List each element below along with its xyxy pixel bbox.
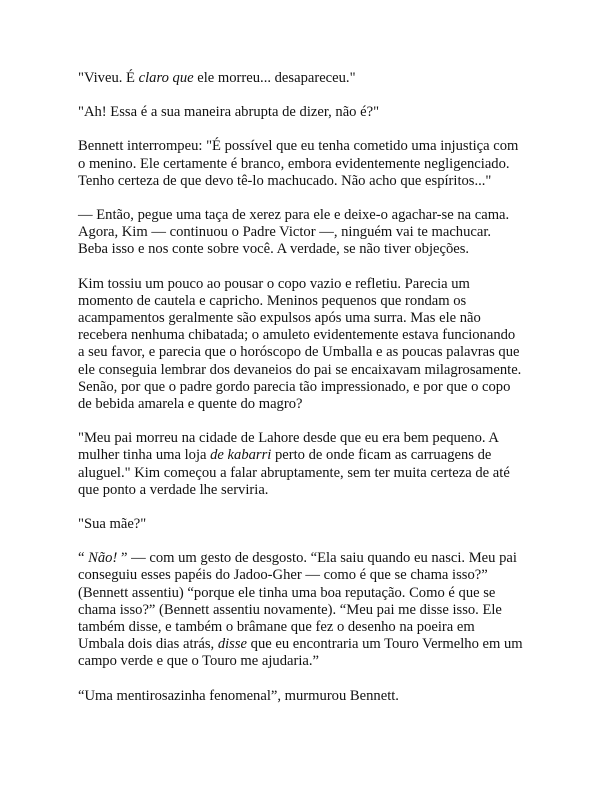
- paragraph: [78, 516, 536, 533]
- text-run: ele conseguia lembrar dos devaneios do pai se encaixavam milagrosamente.: [78, 361, 522, 378]
- text-line: [78, 276, 536, 293]
- text-line: [78, 567, 536, 584]
- text-line: [78, 688, 536, 705]
- paragraph: [78, 430, 536, 499]
- text-run: aluguel." Kim começou a falar abruptamente, sem ter muita certeza de até: [78, 464, 510, 481]
- text-line: [78, 362, 536, 379]
- text-line: [78, 310, 536, 327]
- text-line: [78, 430, 536, 447]
- text-run: “Uma mentirosazinha fenomenal”, murmurou Bennett.: [78, 687, 399, 704]
- text-run: que ponto a verdade lhe serviria.: [78, 481, 269, 498]
- text-run: conseguiu esses papéis do Jadoo-Gher — como é que se chama isso?”: [78, 567, 488, 584]
- text-run: Beba isso e nos conte sobre você. A verdade, se não tiver objeções.: [78, 241, 470, 258]
- text-line: [78, 636, 536, 653]
- text-run: “: [78, 550, 89, 567]
- text-line: [78, 396, 536, 413]
- text-run: acampamentos geralmente são expulsos após uma surra. Mas ele não: [78, 310, 481, 327]
- text-line: [78, 379, 536, 396]
- text-line: [78, 70, 536, 87]
- text-run: Senão, por que o padre gordo parecia tão impressionado, e por que o copo: [78, 378, 511, 395]
- text-run: "Meu pai morreu na cidade de Lahore desde que eu era bem pequeno. A: [78, 430, 499, 447]
- text-line: [78, 344, 536, 361]
- text-run: o menino. Ele certamente é branco, embora evidentemente negligenciado.: [78, 155, 510, 172]
- text-run: "Viveu. É: [78, 70, 139, 86]
- text-line: [78, 602, 536, 619]
- text-run: — Então, pegue uma taça de xerez para ele e deixe-o agachar-se na cama.: [78, 207, 510, 224]
- text-run: recebera nenhuma chibatada; o amuleto evidentemente estava funcionando: [78, 327, 516, 344]
- text-line: [78, 619, 536, 636]
- text-run: Umbala dois dias atrás,: [78, 636, 218, 653]
- text-run: (Bennett assentiu) “porque ele tinha uma boa reputação. Como é que se: [78, 584, 496, 601]
- text-run: campo verde e que o Touro me ajudaria.”: [78, 653, 320, 670]
- text-line: [78, 482, 536, 499]
- text-run: mulher tinha uma loja: [78, 447, 211, 464]
- text-line: [78, 465, 536, 482]
- document-page: [78, 70, 536, 722]
- text-line: [78, 293, 536, 310]
- text-run: Tenho certeza de que devo tê-lo machucado. Não acho que espíritos...": [78, 172, 492, 189]
- text-line: [78, 653, 536, 670]
- text-line: [78, 173, 536, 190]
- text-run: chama isso?” (Bennett assentiu novamente). “Meu pai me disse isso. Ele: [78, 601, 502, 618]
- text-run: perto de onde ficam as carruagens de: [271, 447, 492, 464]
- text-run: Bennett interrompeu: "É possível que eu tenha cometido uma injustiça com: [78, 138, 519, 155]
- text-line: [78, 516, 536, 533]
- paragraph: [78, 70, 536, 87]
- text-run: também disse, e também o brâmane que fez o desenho na poeira em: [78, 619, 475, 636]
- text-line: [78, 138, 536, 155]
- paragraph: [78, 104, 536, 121]
- text-line: [78, 447, 536, 464]
- text-line: [78, 104, 536, 121]
- paragraph: [78, 138, 536, 190]
- text-line: [78, 241, 536, 258]
- text-line: [78, 327, 536, 344]
- text-line: [78, 550, 536, 567]
- text-line: [78, 224, 536, 241]
- text-run: ele morreu... desapareceu.": [193, 70, 356, 86]
- text-run: Kim tossiu um pouco ao pousar o copo vazio e refletiu. Parecia um: [78, 275, 470, 292]
- paragraph: [78, 550, 536, 670]
- italic-text: Não!: [88, 550, 118, 567]
- paragraph: [78, 276, 536, 414]
- paragraph: [78, 207, 536, 259]
- italic-text: de kabarri: [210, 447, 272, 464]
- italic-text: claro que: [138, 70, 194, 86]
- paragraph: [78, 688, 536, 705]
- italic-text: disse: [217, 636, 248, 653]
- text-line: [78, 156, 536, 173]
- text-run: que eu encontraria um Touro Vermelho em um: [247, 636, 523, 653]
- text-run: Agora, Kim — continuou o Padre Victor —, ninguém vai te machucar.: [78, 224, 492, 241]
- text-run: "Ah! Essa é a sua maneira abrupta de dizer, não é?": [78, 104, 380, 121]
- text-run: momento de cautela e capricho. Meninos pequenos que rondam os: [78, 292, 467, 309]
- text-line: [78, 207, 536, 224]
- text-line: [78, 585, 536, 602]
- text-run: ” — com um gesto de desgosto. “Ela saiu quando eu nasci. Meu pai: [117, 550, 517, 567]
- text-run: de bebida amarela e quente do magro?: [78, 396, 303, 413]
- text-run: "Sua mãe?": [78, 516, 147, 533]
- text-run: a seu favor, e parecia que o horóscopo de Umballa e as poucas palavras que: [78, 344, 520, 361]
